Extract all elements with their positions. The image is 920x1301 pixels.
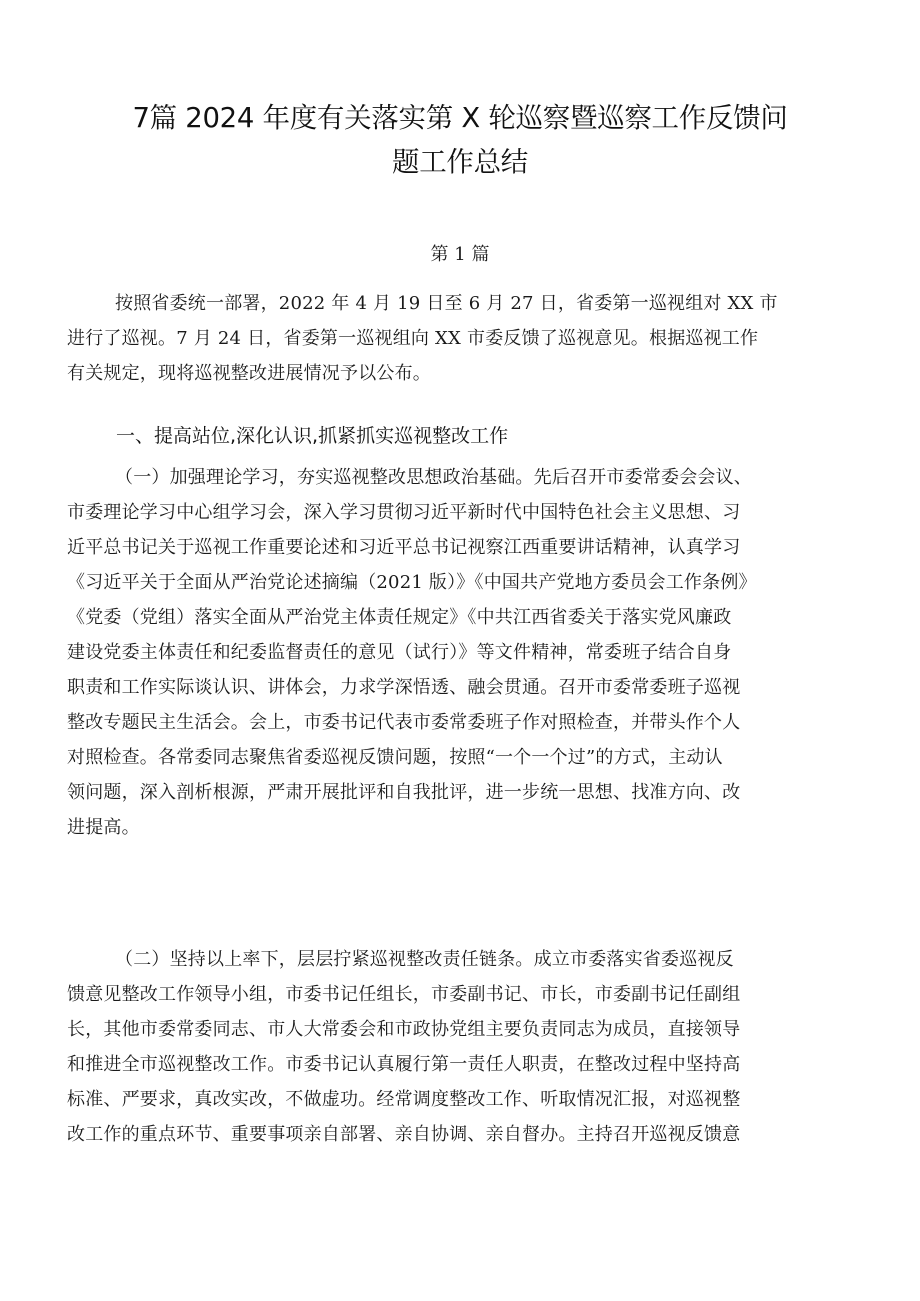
text-line: 领问题，深入剖析根源，严肃开展批评和自我批评，进一步统一思想、找准方向、改 <box>67 782 741 803</box>
text-line: 有关规定，现将巡视整改进展情况予以公布。 <box>67 363 431 384</box>
text-line: （一）加强理论学习，夯实巡视整改思想政治基础。先后召开市委常委会会议、 <box>115 467 752 488</box>
intro-paragraph <box>67 286 879 391</box>
section-heading: 一、提高站位,深化认识,抓紧抓实巡视整改工作 <box>116 425 509 447</box>
text-line: 职责和工作实际谈认识、讲体会，力求学深悟透、融会贯通。召开市委常委班子巡视 <box>67 677 741 698</box>
text-line: 建设党委主体责任和纪委监督责任的意见（试行）》等文件精神，常委班子结合自身 <box>67 642 732 663</box>
text-line: 近平总书记关于巡视工作重要论述和习近平总书记视察江西重要讲话精神，认真学习 <box>67 537 741 558</box>
text-line: 改工作的重点环节、重要事项亲自部署、亲自协调、亲自督办。主持召开巡视反馈意 <box>67 1124 741 1145</box>
text-line: 进行了巡视。7 月 24 日，省委第一巡视组向 XX 市委反馈了巡视意见。根据巡视工作 <box>67 328 759 349</box>
text-line: 和推进全市巡视整改工作。市委书记认真履行第一责任人职责，在整改过程中坚持高 <box>67 1054 741 1075</box>
text-line: 整改专题民主生活会。会上，市委书记代表市委常委班子作对照检查，并带头作个人 <box>67 712 741 733</box>
text-line: 《党委（党组）落实全面从严治党主体责任规定》《中共江西省委关于落实党风廉政 <box>67 607 732 628</box>
text-line: 按照省委统一部署，2022 年 4 月 19 日至 6 月 27 日，省委第一巡视组对 XX 市 <box>115 293 778 314</box>
title-line-2: 题工作总结 <box>392 146 528 178</box>
title-line-1: 7篇 2024 年度有关落实第 X 轮巡察暨巡察工作反馈问 <box>132 102 788 134</box>
text-line: 馈意见整改工作领导小组，市委书记任组长，市委副书记、市长，市委副书记任副组 <box>67 984 741 1005</box>
text-line: 《习近平关于全面从严治党论述摘编（2021 版）》《中国共产党地方委员会工作条例》 <box>67 572 757 593</box>
text-line: 进提高。 <box>67 817 140 838</box>
paragraph-2 <box>67 942 879 1152</box>
document-title <box>100 96 820 184</box>
text-line: 市委理论学习中心组学习会，深入学习贯彻习近平新时代中国特色社会主义思想、习 <box>67 502 741 523</box>
section-label: 第 1 篇 <box>430 244 490 265</box>
text-line: 标准、严要求，真改实改，不做虚功。经常调度整改工作、听取情况汇报，对巡视整 <box>67 1089 741 1110</box>
text-line: 长，其他市委常委同志、市人大常委会和市政协党组主要负责同志为成员，直接领导 <box>67 1019 741 1040</box>
text-line: （二）坚持以上率下，层层拧紧巡视整改责任链条。成立市委落实省委巡视反 <box>115 949 734 970</box>
paragraph-1 <box>67 460 879 845</box>
text-line: 对照检查。各常委同志聚焦省委巡视反馈问题，按照“一个一个过”的方式，主动认 <box>67 747 723 768</box>
